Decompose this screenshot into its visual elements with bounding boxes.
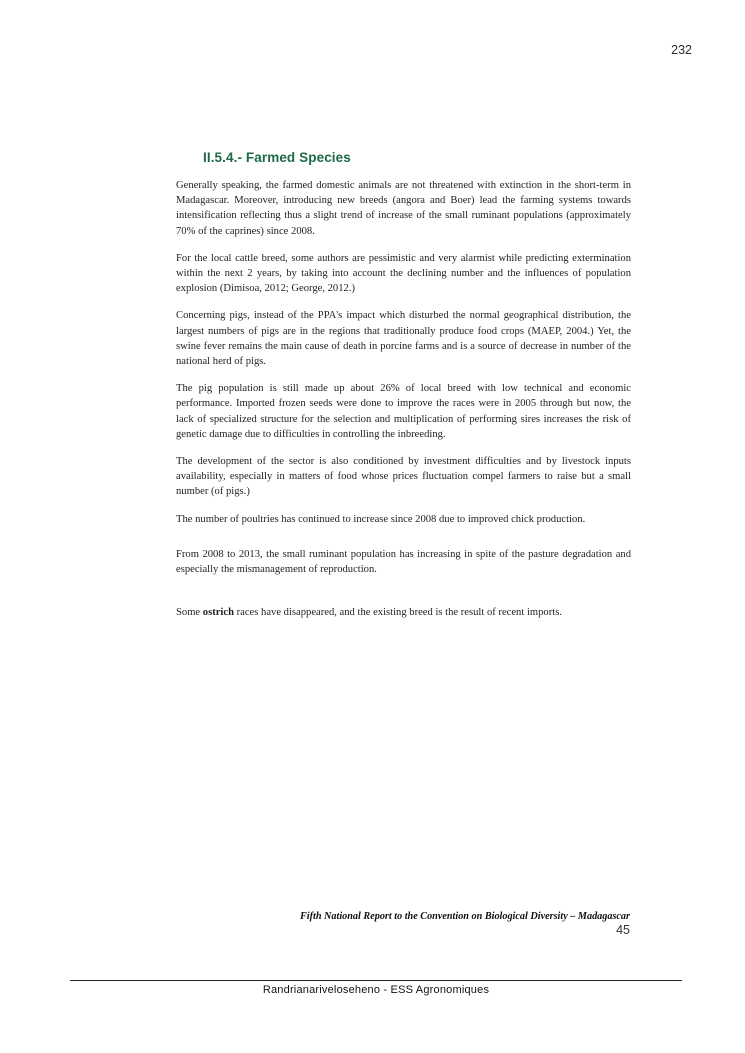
page-number-top: 232 [671, 43, 692, 57]
body-paragraph: The number of poultries has continued to increase since 2008 due to improved chick production. [176, 513, 586, 525]
footer-page-number: 45 [616, 923, 630, 937]
ostrich-sentence-suffix: races have disappeared, and the existing breed is the result of recent imports. [233, 607, 562, 619]
body-paragraph: The pig population is still made up about 26% of local breed with low technical and economic performance. Imported frozen seeds were done to improve the races were in 2005 through but now, the lack of specialized structure for the selection and multiplication of performing sires increases the risk of genetic damage due to difficulties in controlling the inbreeding. [176, 383, 631, 440]
footer-author-band [70, 980, 682, 996]
body-paragraph: Concerning pigs, instead of the PPA's impact which disturbed the normal geographical distribution, the largest numbers of pigs are in the regions that traditionally produce food crops (MAEP, 2004.) Yet, the swine fever remains the main cause of death in porcine farms and is a source of decrease in number of the national herd of pigs. [176, 310, 631, 368]
section-heading: II.5.4.- Farmed Species [203, 150, 351, 165]
ostrich-sentence-bold: ostrich [202, 607, 234, 619]
body-paragraph: For the local cattle breed, some authors are pessimistic and very alarmist while predicting extermination within the next 2 years, by taking into account the declining number and the influences of population explosion (Dimisoa, 2012; George, 2012.) [176, 252, 631, 295]
footer-report-title: Fifth National Report to the Convention on Biological Diversity – Madagascar [300, 911, 630, 922]
body-paragraph: From 2008 to 2013, the small ruminant population has increasing in spite of the pasture degradation and especially the mismanagement of reproduction. [176, 548, 631, 576]
document-content [176, 150, 631, 632]
footer-author-text: Randrianariveloseheno - ESS Agronomiques [262, 984, 490, 996]
body-paragraph-ostrich [176, 605, 631, 620]
body-paragraph: The development of the sector is also conditioned by investment difficulties and by livestock inputs availability, especially in matters of food whose prices fluctuation compel farmers to raise but a small number (of pigs.) [176, 456, 631, 498]
body-paragraph: Generally speaking, the farmed domestic animals are not threatened with extinction in the short-term in Madagascar. Moreover, introducing new breeds (angora and Boer) lead the farming systems towards intensification reflecting thus a slight trend of increase of the small ruminant populations (approximately 70% of the caprines) since 2008. [176, 180, 631, 237]
page-footer [300, 911, 630, 937]
ostrich-sentence-prefix: Some [176, 607, 203, 619]
